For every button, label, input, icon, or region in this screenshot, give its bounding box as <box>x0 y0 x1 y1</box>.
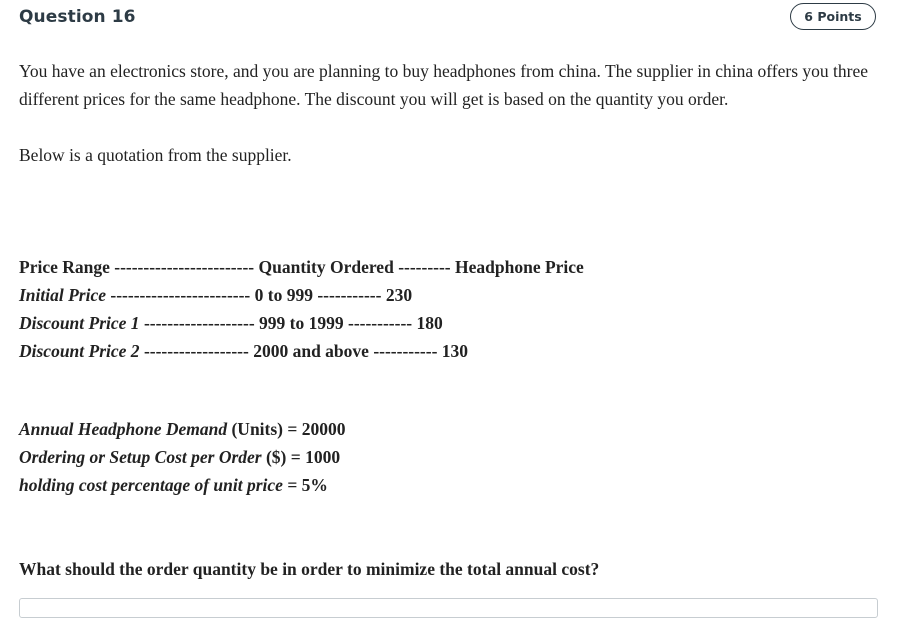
price-row-separator: ------------------------ <box>106 285 255 305</box>
price-row-price: 130 <box>441 341 469 361</box>
answer-input[interactable] <box>19 598 878 618</box>
header-quantity-ordered: Quantity Ordered <box>258 257 394 277</box>
price-row <box>19 281 412 309</box>
param-label: Ordering or Setup Cost per Order <box>19 447 262 467</box>
annual-demand-line <box>19 415 345 443</box>
price-row-separator: ----------- <box>368 341 442 361</box>
price-row-label: Initial Price <box>19 285 107 305</box>
header-price-range: Price Range <box>19 257 110 277</box>
price-row-price: 180 <box>416 313 443 333</box>
param-value: (Units) = 20000 <box>227 419 346 439</box>
price-row-quantity: 999 to 1999 <box>259 313 344 333</box>
intro-paragraph: You have an electronics store, and you are planning to buy headphones from china. The supplier in china offers you three different prices for the same headphone. The discount you will get is based on the quantity you order. <box>19 61 869 109</box>
header-separator-1: ------------------------ <box>109 257 259 277</box>
quotation-intro: Below is a quotation from the supplier. <box>19 145 292 165</box>
price-row-label: Discount Price 1 <box>19 313 140 333</box>
question-prompt: What should the order quantity be in order to minimize the total annual cost? <box>19 559 600 579</box>
holding-cost-line <box>19 471 328 499</box>
param-value: = 5% <box>282 475 328 495</box>
price-row-separator: ----------- <box>312 285 386 305</box>
price-row-separator: ------------------- <box>139 313 260 333</box>
param-label: Annual Headphone Demand <box>19 419 228 439</box>
price-row <box>19 309 443 337</box>
price-row-quantity: 2000 and above <box>253 341 369 361</box>
points-badge: 6 Points <box>790 3 876 30</box>
param-value: ($) = 1000 <box>261 447 341 467</box>
price-row-separator: ------------------ <box>139 341 254 361</box>
price-table-header <box>19 253 584 281</box>
question-header <box>0 0 903 36</box>
price-row-price: 230 <box>385 285 413 305</box>
header-separator-2: --------- <box>393 257 456 277</box>
ordering-cost-line <box>19 443 340 471</box>
price-row-quantity: 0 to 999 <box>254 285 313 305</box>
param-label: holding cost percentage of unit price <box>19 475 283 495</box>
header-headphone-price: Headphone Price <box>455 257 584 277</box>
price-row <box>19 337 468 365</box>
price-row-separator: ----------- <box>343 313 417 333</box>
price-row-label: Discount Price 2 <box>19 341 140 361</box>
question-title: Question 16 <box>19 7 136 27</box>
